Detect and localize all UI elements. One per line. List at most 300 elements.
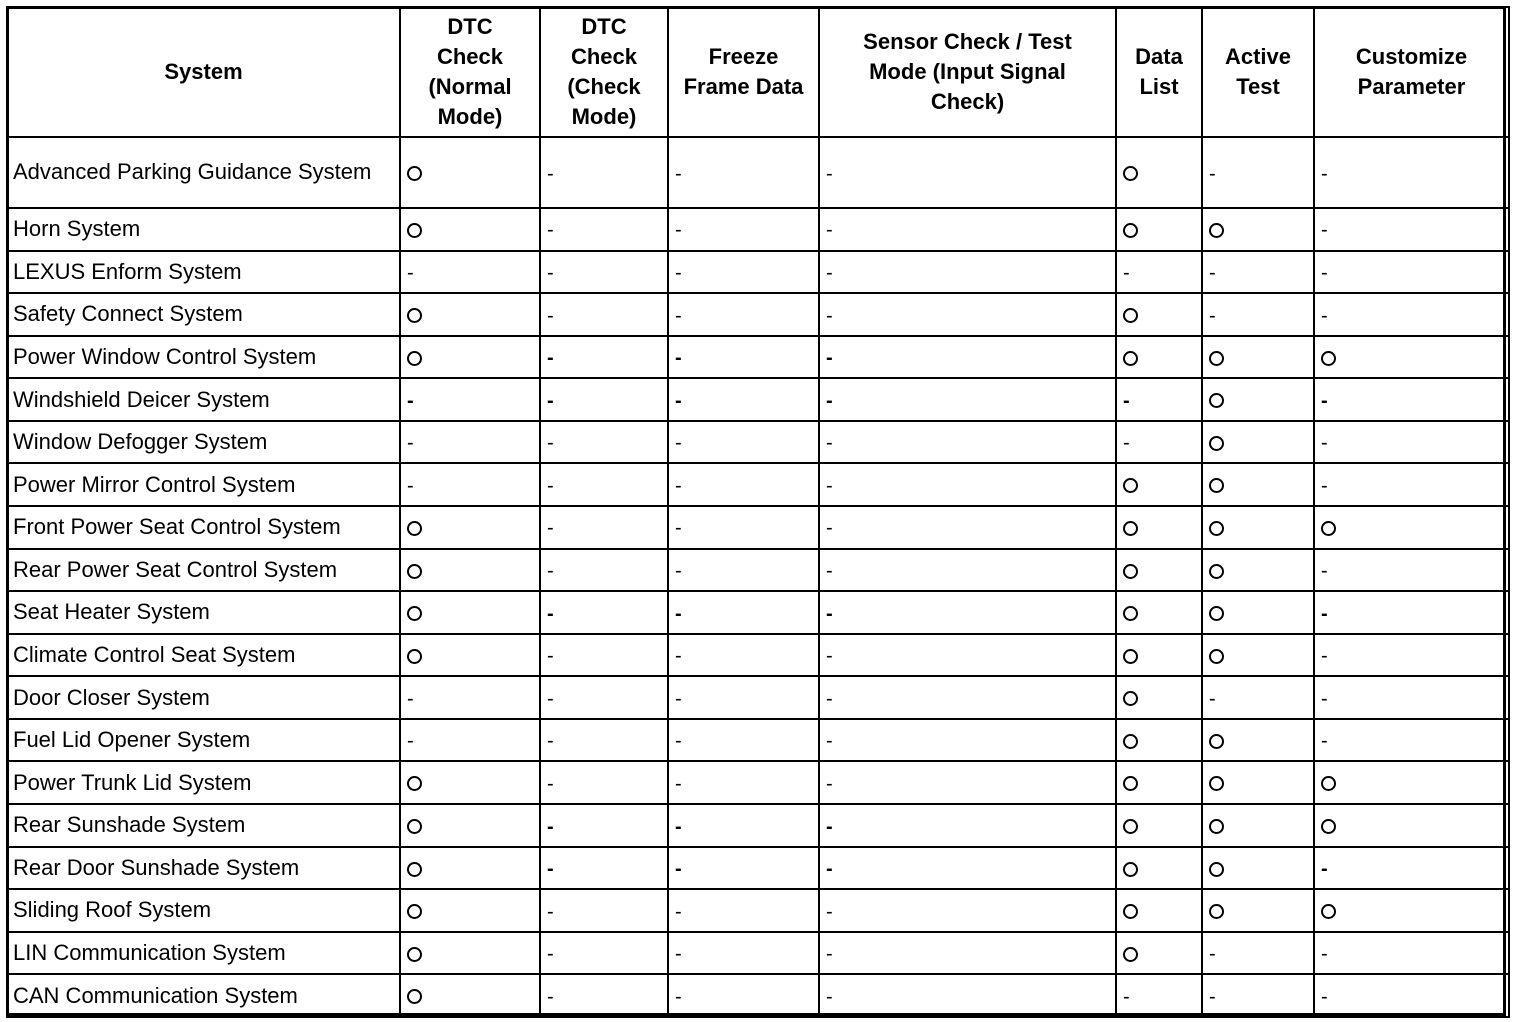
table-row: [7, 676, 1509, 719]
table-row: [7, 506, 1509, 549]
not-supported-dash: -: [675, 900, 682, 923]
system-name-cell: Rear Power Seat Control System: [7, 549, 400, 592]
system-name-cell: Door Closer System: [7, 676, 400, 719]
not-supported-dash: -: [407, 730, 414, 753]
function-cell: [1202, 676, 1314, 719]
function-cell: [400, 974, 540, 1017]
system-name-cell: Safety Connect System: [7, 293, 400, 336]
supported-circle-icon: [1123, 308, 1138, 323]
not-supported-dash: -: [826, 304, 833, 327]
function-cell: [400, 549, 540, 592]
not-supported-dash: -: [1123, 432, 1130, 455]
not-supported-dash: -: [547, 943, 554, 966]
function-cell: [1202, 378, 1314, 421]
supported-circle-icon: [1209, 223, 1224, 238]
function-cell: [1202, 549, 1314, 592]
supported-circle-icon: [1123, 819, 1138, 834]
function-cell: [400, 889, 540, 932]
header-line: (Normal: [428, 74, 512, 99]
system-name-cell: Windshield Deicer System: [7, 378, 400, 421]
supported-circle-icon: [1209, 436, 1224, 451]
header-dtc-check: [540, 7, 668, 137]
function-cell: [540, 932, 668, 975]
function-cell: [540, 761, 668, 804]
function-cell: [540, 889, 668, 932]
function-cell: [819, 293, 1116, 336]
not-supported-dash: -: [1321, 858, 1328, 881]
function-cell: [819, 251, 1116, 294]
function-cell: [540, 251, 668, 294]
not-supported-dash: -: [547, 304, 554, 327]
system-name-cell: Sliding Roof System: [7, 889, 400, 932]
function-cell: [400, 506, 540, 549]
function-cell: [1202, 761, 1314, 804]
diagnostic-function-table: [6, 6, 1510, 1018]
not-supported-dash: -: [1209, 687, 1216, 710]
function-cell: [1116, 676, 1202, 719]
supported-circle-icon: [407, 819, 422, 834]
not-supported-dash: -: [1321, 645, 1328, 668]
supported-circle-icon: [407, 776, 422, 791]
not-supported-dash: -: [675, 730, 682, 753]
function-cell: [400, 293, 540, 336]
function-cell: [1314, 336, 1509, 379]
function-cell: [1202, 804, 1314, 847]
system-name-cell: Seat Heater System: [7, 591, 400, 634]
not-supported-dash: -: [675, 602, 682, 625]
not-supported-dash: -: [1209, 262, 1216, 284]
supported-circle-icon: [407, 989, 422, 1004]
function-cell: [1202, 719, 1314, 762]
function-cell: [668, 719, 819, 762]
table-row: [7, 251, 1509, 294]
function-cell: [400, 804, 540, 847]
function-cell: [668, 847, 819, 890]
not-supported-dash: -: [1209, 943, 1216, 966]
not-supported-dash: -: [675, 517, 682, 540]
function-cell: [1202, 421, 1314, 464]
function-cell: [819, 634, 1116, 677]
not-supported-dash: -: [826, 858, 833, 881]
not-supported-dash: -: [547, 645, 554, 668]
function-cell: [400, 847, 540, 890]
function-cell: [1116, 932, 1202, 975]
not-supported-dash: -: [547, 602, 554, 625]
not-supported-dash: -: [675, 985, 682, 1008]
table-row: [7, 378, 1509, 421]
header-sensor-check: [819, 7, 1116, 137]
not-supported-dash: -: [1321, 943, 1328, 966]
not-supported-dash: -: [826, 815, 833, 838]
not-supported-dash: -: [826, 162, 833, 185]
function-cell: [668, 208, 819, 251]
supported-circle-icon: [407, 308, 422, 323]
supported-circle-icon: [1123, 691, 1138, 706]
function-cell: [819, 761, 1116, 804]
function-cell: [540, 847, 668, 890]
function-cell: [540, 137, 668, 208]
not-supported-dash: -: [407, 262, 414, 284]
header-line: Check: [570, 44, 638, 69]
system-name-cell: Front Power Seat Control System: [7, 506, 400, 549]
not-supported-dash: -: [826, 347, 833, 370]
function-cell: [400, 137, 540, 208]
supported-circle-icon: [407, 166, 422, 181]
not-supported-dash: -: [826, 730, 833, 753]
not-supported-dash: -: [547, 517, 554, 540]
system-name-cell: CAN Communication System: [7, 974, 400, 1017]
function-cell: [1202, 889, 1314, 932]
header-line: System: [164, 59, 243, 84]
not-supported-dash: -: [547, 730, 554, 753]
header-line: Customize: [1355, 44, 1468, 69]
function-cell: [819, 804, 1116, 847]
header-line: Test: [1236, 74, 1280, 99]
function-cell: [540, 421, 668, 464]
not-supported-dash: -: [675, 219, 682, 242]
system-name-cell: Power Trunk Lid System: [7, 761, 400, 804]
function-cell: [1314, 804, 1509, 847]
header-line: Mode): [571, 104, 637, 129]
supported-circle-icon: [407, 223, 422, 238]
function-cell: [400, 634, 540, 677]
system-name-cell: Rear Sunshade System: [7, 804, 400, 847]
table-row: [7, 932, 1509, 975]
function-cell: [540, 336, 668, 379]
table-row: [7, 421, 1509, 464]
not-supported-dash: -: [826, 900, 833, 923]
supported-circle-icon: [1209, 393, 1224, 408]
not-supported-dash: -: [675, 645, 682, 668]
supported-circle-icon: [407, 649, 422, 664]
not-supported-dash: -: [547, 687, 554, 710]
supported-circle-icon: [1123, 223, 1138, 238]
function-cell: [1202, 208, 1314, 251]
function-cell: [1314, 208, 1509, 251]
header-line: Parameter: [1357, 74, 1466, 99]
not-supported-dash: -: [675, 815, 682, 838]
supported-circle-icon: [407, 606, 422, 621]
system-name-cell: Rear Door Sunshade System: [7, 847, 400, 890]
function-cell: [1314, 293, 1509, 336]
not-supported-dash: -: [1321, 730, 1328, 753]
not-supported-dash: -: [547, 219, 554, 242]
function-cell: [400, 761, 540, 804]
not-supported-dash: -: [826, 560, 833, 583]
supported-circle-icon: [1209, 606, 1224, 621]
function-cell: [400, 336, 540, 379]
function-cell: [668, 889, 819, 932]
table-row: [7, 549, 1509, 592]
function-cell: [1202, 293, 1314, 336]
table-row: [7, 137, 1509, 208]
supported-circle-icon: [1209, 351, 1224, 366]
not-supported-dash: -: [675, 262, 682, 284]
function-cell: [1314, 506, 1509, 549]
header-line: Sensor Check / Test: [863, 29, 1072, 54]
not-supported-dash: -: [547, 474, 554, 497]
function-cell: [819, 932, 1116, 975]
function-cell: [540, 378, 668, 421]
function-cell: [1202, 137, 1314, 208]
table-row: [7, 974, 1509, 1017]
not-supported-dash: -: [407, 389, 414, 412]
function-cell: [1116, 634, 1202, 677]
supported-circle-icon: [1123, 351, 1138, 366]
not-supported-dash: -: [675, 560, 682, 583]
header-active-test: [1202, 7, 1314, 137]
supported-circle-icon: [1123, 478, 1138, 493]
not-supported-dash: -: [826, 432, 833, 455]
function-cell: [819, 549, 1116, 592]
function-cell: [819, 336, 1116, 379]
not-supported-dash: -: [1321, 432, 1328, 455]
function-cell: [1116, 549, 1202, 592]
supported-circle-icon: [1123, 649, 1138, 664]
function-cell: [1314, 847, 1509, 890]
supported-circle-icon: [1209, 862, 1224, 877]
not-supported-dash: -: [407, 474, 414, 497]
function-cell: [1202, 974, 1314, 1017]
supported-circle-icon: [1209, 564, 1224, 579]
supported-circle-icon: [1209, 819, 1224, 834]
not-supported-dash: -: [1123, 985, 1130, 1008]
system-name-cell: LIN Communication System: [7, 932, 400, 975]
table-row: [7, 804, 1509, 847]
not-supported-dash: -: [675, 772, 682, 795]
header-row: [7, 7, 1509, 137]
diagnostic-function-table-frame: [6, 6, 1506, 1016]
function-cell: [1116, 293, 1202, 336]
header-line: List: [1139, 74, 1179, 99]
function-cell: [1314, 889, 1509, 932]
supported-circle-icon: [407, 564, 422, 579]
supported-circle-icon: [1123, 521, 1138, 536]
supported-circle-icon: [1123, 166, 1138, 181]
supported-circle-icon: [1123, 776, 1138, 791]
function-cell: [1202, 932, 1314, 975]
not-supported-dash: -: [826, 602, 833, 625]
not-supported-dash: -: [1321, 162, 1328, 185]
function-cell: [540, 974, 668, 1017]
not-supported-dash: -: [675, 943, 682, 966]
function-cell: [1116, 974, 1202, 1017]
function-cell: [1314, 421, 1509, 464]
function-cell: [400, 719, 540, 762]
not-supported-dash: -: [675, 304, 682, 327]
not-supported-dash: -: [1209, 985, 1216, 1008]
not-supported-dash: -: [1123, 262, 1130, 284]
function-cell: [1314, 761, 1509, 804]
function-cell: [819, 591, 1116, 634]
not-supported-dash: -: [1321, 602, 1328, 625]
function-cell: [1116, 251, 1202, 294]
function-cell: [668, 761, 819, 804]
function-cell: [1314, 549, 1509, 592]
function-cell: [400, 932, 540, 975]
supported-circle-icon: [1209, 776, 1224, 791]
function-cell: [1202, 251, 1314, 294]
function-cell: [668, 974, 819, 1017]
header-line: Active: [1224, 44, 1292, 69]
function-cell: [668, 463, 819, 506]
header-dtc-normal: [400, 7, 540, 137]
table-row: [7, 336, 1509, 379]
function-cell: [1314, 719, 1509, 762]
supported-circle-icon: [407, 904, 422, 919]
not-supported-dash: -: [675, 389, 682, 412]
header-line: Check: [436, 44, 504, 69]
function-cell: [1116, 506, 1202, 549]
supported-circle-icon: [1209, 478, 1224, 493]
not-supported-dash: -: [1209, 304, 1216, 327]
function-cell: [400, 676, 540, 719]
table-row: [7, 463, 1509, 506]
function-cell: [668, 932, 819, 975]
system-name-cell: Power Mirror Control System: [7, 463, 400, 506]
function-cell: [400, 463, 540, 506]
function-cell: [1116, 761, 1202, 804]
not-supported-dash: -: [1321, 219, 1328, 242]
header-line: Mode (Input Signal: [869, 59, 1066, 84]
function-cell: [1116, 847, 1202, 890]
not-supported-dash: -: [675, 858, 682, 881]
function-cell: [1314, 974, 1509, 1017]
not-supported-dash: -: [547, 858, 554, 881]
table-row: [7, 293, 1509, 336]
system-name-cell: Power Window Control System: [7, 336, 400, 379]
supported-circle-icon: [1123, 947, 1138, 962]
system-name-cell: Fuel Lid Opener System: [7, 719, 400, 762]
function-cell: [1202, 847, 1314, 890]
supported-circle-icon: [1321, 521, 1336, 536]
header-line: DTC: [447, 14, 493, 39]
function-cell: [1202, 336, 1314, 379]
not-supported-dash: -: [1321, 560, 1328, 583]
supported-circle-icon: [1209, 521, 1224, 536]
not-supported-dash: -: [1321, 389, 1328, 412]
function-cell: [819, 137, 1116, 208]
header-system: [7, 7, 400, 137]
function-cell: [819, 719, 1116, 762]
function-cell: [668, 421, 819, 464]
not-supported-dash: -: [547, 985, 554, 1008]
header-line: (Check: [567, 74, 641, 99]
function-cell: [540, 463, 668, 506]
function-cell: [819, 847, 1116, 890]
function-cell: [1314, 634, 1509, 677]
not-supported-dash: -: [826, 772, 833, 795]
header-freeze-frame: [668, 7, 819, 137]
not-supported-dash: -: [547, 389, 554, 412]
function-cell: [540, 208, 668, 251]
not-supported-dash: -: [547, 560, 554, 583]
not-supported-dash: -: [826, 474, 833, 497]
function-cell: [1116, 719, 1202, 762]
not-supported-dash: -: [826, 219, 833, 242]
function-cell: [668, 293, 819, 336]
function-cell: [1116, 463, 1202, 506]
supported-circle-icon: [407, 351, 422, 366]
function-cell: [668, 549, 819, 592]
supported-circle-icon: [1123, 564, 1138, 579]
supported-circle-icon: [1209, 904, 1224, 919]
not-supported-dash: -: [826, 389, 833, 412]
function-cell: [540, 804, 668, 847]
function-cell: [400, 378, 540, 421]
not-supported-dash: -: [547, 815, 554, 838]
header-line: Check): [930, 89, 1005, 114]
supported-circle-icon: [1209, 649, 1224, 664]
table-row: [7, 208, 1509, 251]
function-cell: [668, 251, 819, 294]
supported-circle-icon: [1209, 734, 1224, 749]
supported-circle-icon: [1321, 351, 1336, 366]
not-supported-dash: -: [675, 687, 682, 710]
not-supported-dash: -: [547, 162, 554, 185]
not-supported-dash: -: [1321, 474, 1328, 497]
not-supported-dash: -: [826, 262, 833, 284]
not-supported-dash: -: [826, 645, 833, 668]
supported-circle-icon: [407, 521, 422, 536]
function-cell: [668, 591, 819, 634]
function-cell: [819, 974, 1116, 1017]
not-supported-dash: -: [675, 162, 682, 185]
not-supported-dash: -: [547, 900, 554, 923]
function-cell: [1202, 591, 1314, 634]
not-supported-dash: -: [1321, 304, 1328, 327]
not-supported-dash: -: [407, 432, 414, 455]
function-cell: [540, 549, 668, 592]
supported-circle-icon: [1321, 776, 1336, 791]
supported-circle-icon: [407, 862, 422, 877]
header-line: Mode): [437, 104, 503, 129]
function-cell: [819, 378, 1116, 421]
table-row: [7, 761, 1509, 804]
function-cell: [668, 506, 819, 549]
supported-circle-icon: [1123, 904, 1138, 919]
function-cell: [400, 208, 540, 251]
function-cell: [1314, 676, 1509, 719]
not-supported-dash: -: [1209, 162, 1216, 185]
supported-circle-icon: [1321, 819, 1336, 834]
not-supported-dash: -: [826, 517, 833, 540]
function-cell: [1202, 506, 1314, 549]
function-cell: [1116, 591, 1202, 634]
header-line: Data: [1135, 44, 1183, 69]
not-supported-dash: -: [407, 687, 414, 710]
header-line: Freeze: [708, 44, 779, 69]
function-cell: [819, 463, 1116, 506]
function-cell: [1116, 208, 1202, 251]
function-cell: [819, 208, 1116, 251]
system-name-cell: LEXUS Enform System: [7, 251, 400, 294]
function-cell: [540, 719, 668, 762]
function-cell: [400, 251, 540, 294]
header-line: Frame Data: [683, 74, 804, 99]
function-cell: [1314, 463, 1509, 506]
not-supported-dash: -: [547, 432, 554, 455]
function-cell: [1314, 932, 1509, 975]
function-cell: [1116, 889, 1202, 932]
not-supported-dash: -: [547, 262, 554, 284]
function-cell: [668, 804, 819, 847]
table-row: [7, 847, 1509, 890]
function-cell: [1116, 336, 1202, 379]
table-row: [7, 634, 1509, 677]
function-cell: [1202, 634, 1314, 677]
table-row: [7, 591, 1509, 634]
